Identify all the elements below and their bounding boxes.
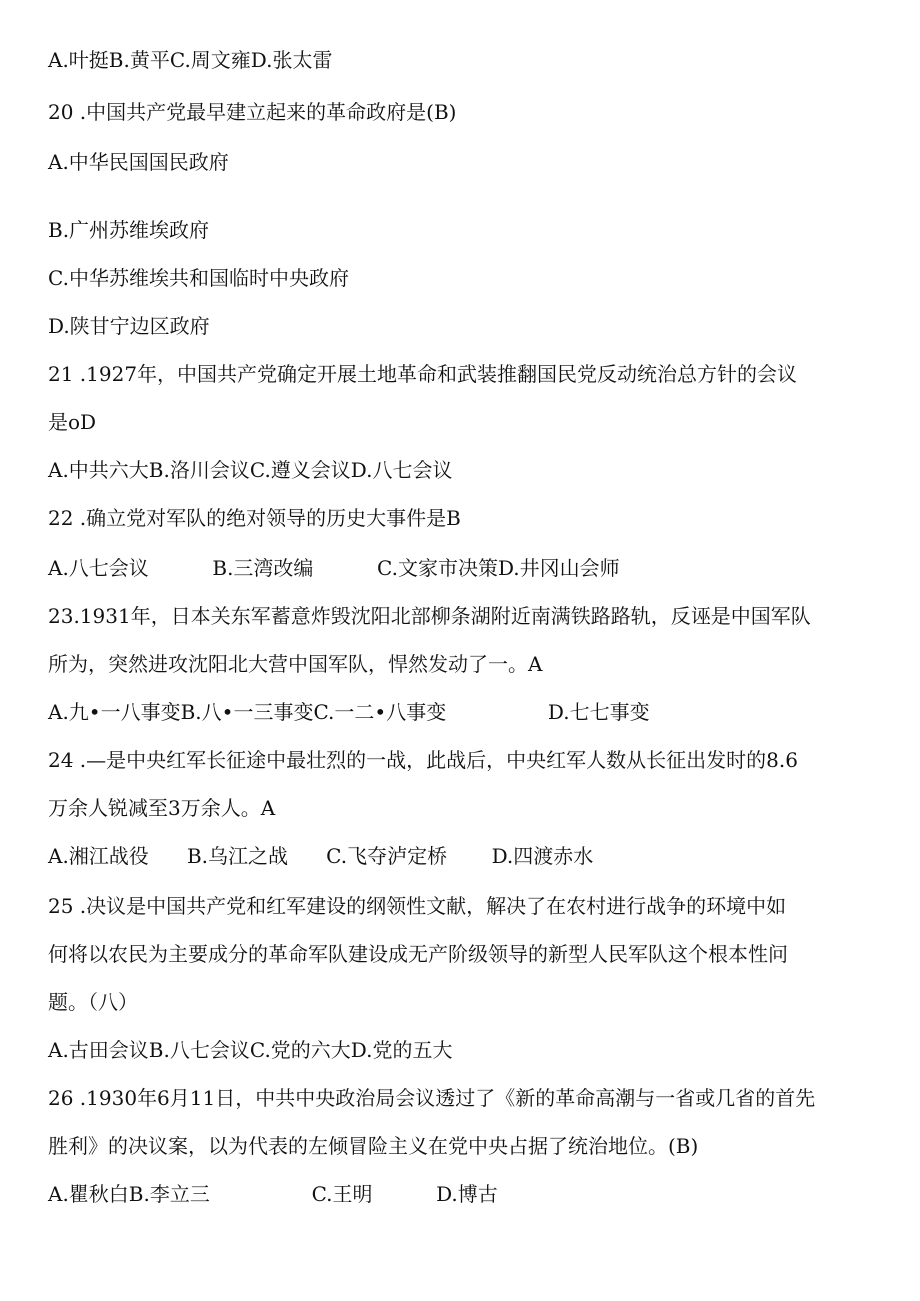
q25-question-line2: 何将以农民为主要成分的革命军队建设成无产阶级领导的新型人民军队这个根本性问 xyxy=(48,942,788,966)
q19-options: A.叶挺B.黄平C.周文雍D.张太雷 xyxy=(48,48,333,72)
q23-question-line2: 所为，突然进攻沈阳北大营中国军队，悍然发动了一。A xyxy=(48,652,543,676)
q26-question-line1: 26 .1930年6月11日，中共中央政治局会议透过了《新的革命高潮与一省或几省的首先 xyxy=(48,1086,816,1110)
q20-question: 20 .中国共产党最早建立起来的革命政府是(B) xyxy=(48,100,457,124)
q25-question-line1: 25 .决议是中国共产党和红军建设的纲领性文献，解决了在农村进行战争的环境中如 xyxy=(48,894,787,918)
q26-question-line2: 胜利》的决议案，以为代表的左倾冒险主义在党中央占据了统治地位。(B) xyxy=(48,1134,699,1158)
q20-option-a: A.中华民国国民政府 xyxy=(48,150,229,174)
q24-question-line1: 24 .—是中央红军长征途中最壮烈的一战，此战后，中央红军人数从长征出发时的8.6 xyxy=(48,748,798,772)
q23-options: A.九•一八事变B.八•一三事变C.一二•八事变 D.七七事变 xyxy=(48,700,650,724)
q26-options: A.瞿秋白B.李立三 C.王明 D.博古 xyxy=(48,1182,498,1206)
q21-question-line2: 是oD xyxy=(48,410,97,434)
q22-question: 22 .确立党对军队的绝对领导的历史大事件是B xyxy=(48,506,461,530)
q23-question-line1: 23.1931年，日本关东军蓄意炸毁沈阳北部柳条湖附近南满铁路路轨，反诬是中国军队 xyxy=(48,604,811,628)
q20-option-c: C.中华苏维埃共和国临时中央政府 xyxy=(48,266,349,290)
q20-option-b: B.广州苏维埃政府 xyxy=(48,218,210,242)
q24-question-line2: 万余人锐减至3万余人。A xyxy=(48,796,276,820)
q25-options: A.古田会议B.八七会议C.党的六大D.党的五大 xyxy=(48,1038,453,1062)
q21-question-line1: 21 .1927年，中国共产党确定开展土地革命和武装推翻国民党反动统治总方针的会议 xyxy=(48,362,798,386)
q20-option-d: D.陕甘宁边区政府 xyxy=(48,314,210,338)
q21-options: A.中共六大B.洛川会议C.遵义会议D.八七会议 xyxy=(48,458,453,482)
q25-question-line3: 题。（八） xyxy=(48,990,138,1014)
q24-options: A.湘江战役 B.乌江之战 C.飞夺泸定桥 D.四渡赤水 xyxy=(48,844,594,868)
q22-options: A.八七会议 B.三湾改编 C.文家市决策D.井冈山会师 xyxy=(48,556,620,580)
